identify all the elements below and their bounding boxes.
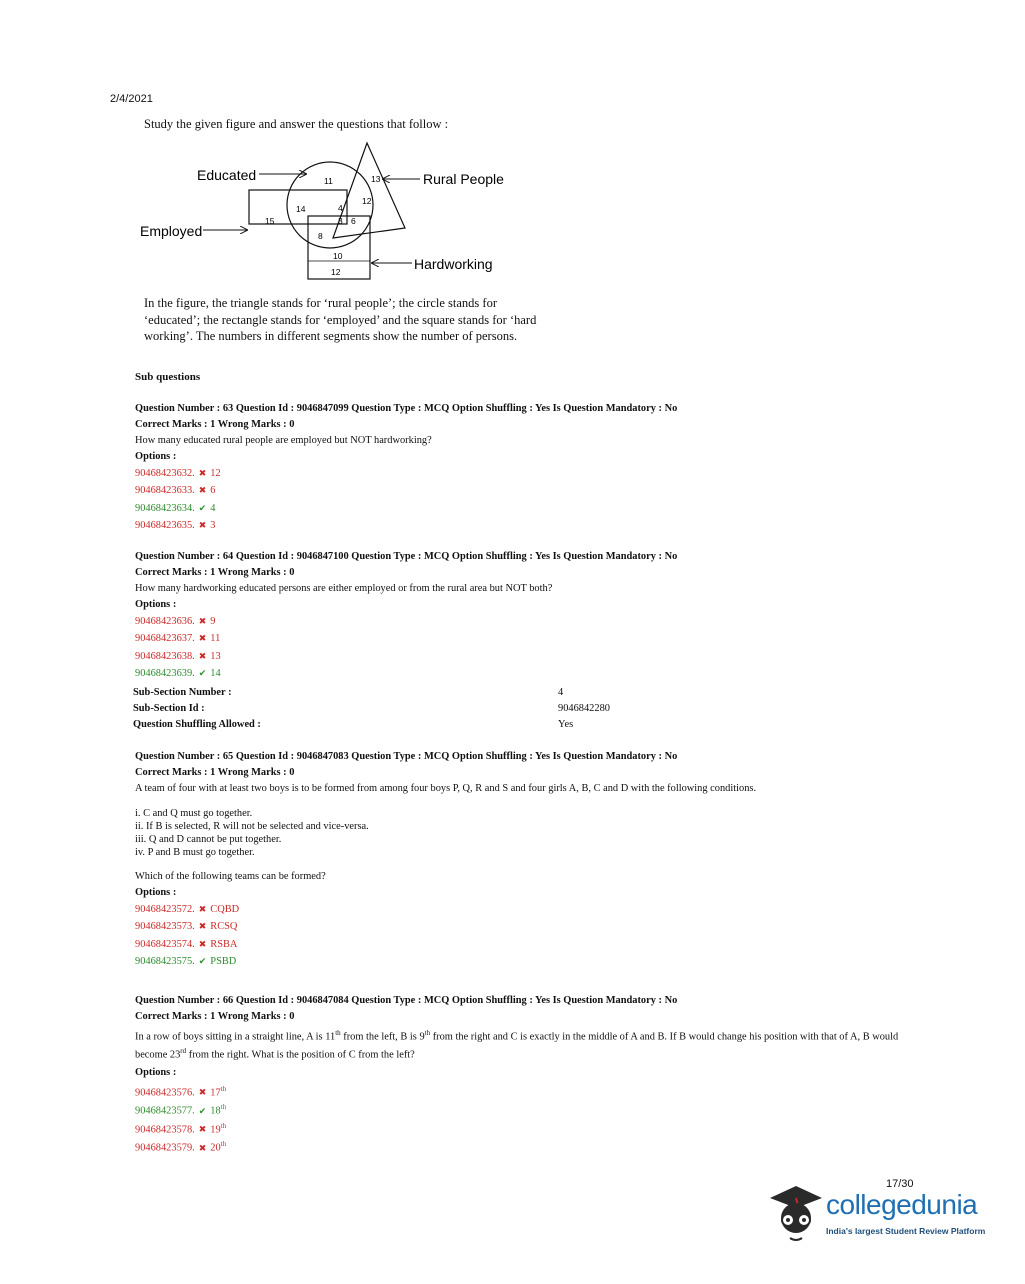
- cross-icon: ✖: [198, 1124, 207, 1135]
- condition-item: i. C and Q must go together.: [135, 808, 253, 819]
- page-number: 17/30: [886, 1178, 914, 1190]
- subsection-number-value: 4: [558, 687, 564, 698]
- option-correct: 90468423577. ✔ 18th: [135, 1103, 227, 1117]
- question-text: How many educated rural people are employed but NOT hardworking?: [135, 435, 432, 446]
- question-header: Question Number : 64 Question Id : 9046847100 Question Type : MCQ Option Shuffling : Yes Is Question Mandatory : No: [135, 551, 678, 562]
- check-icon: ✔: [198, 955, 207, 966]
- segment-number: 12: [362, 196, 372, 206]
- segment-number: 10: [333, 251, 343, 261]
- shuffling-label: Question Shuffling Allowed :: [133, 719, 261, 730]
- option: 90468423636. ✖ 9: [135, 616, 216, 627]
- segment-number: 14: [296, 204, 306, 214]
- check-icon: ✔: [198, 667, 207, 678]
- label-hardworking: Hardworking: [414, 256, 493, 272]
- shuffling-value: Yes: [558, 719, 574, 730]
- condition-item: iv. P and B must go together.: [135, 847, 255, 858]
- label-rural: Rural People: [423, 171, 504, 187]
- question-66: [135, 993, 905, 1155]
- cross-icon: ✖: [198, 519, 207, 530]
- segment-number: 13: [371, 174, 381, 184]
- question-marks: Correct Marks : 1 Wrong Marks : 0: [135, 767, 295, 778]
- cross-icon: ✖: [198, 938, 207, 949]
- question-marks: Correct Marks : 1 Wrong Marks : 0: [135, 419, 295, 430]
- subsection-id-value: 9046842280: [558, 703, 610, 714]
- collegedunia-mascot-icon: [766, 1180, 826, 1246]
- subsection-id-label: Sub-Section Id :: [133, 703, 205, 714]
- cross-icon: ✖: [198, 485, 207, 496]
- question-63: [135, 401, 915, 534]
- conditions-list: [135, 807, 915, 859]
- segment-number: 3: [338, 216, 343, 226]
- question-marks: Correct Marks : 1 Wrong Marks : 0: [135, 1011, 295, 1022]
- venn-figure: [135, 140, 535, 288]
- option: 90468423573. ✖ RCSQ: [135, 921, 238, 933]
- cross-icon: ✖: [198, 468, 207, 478]
- cross-icon: ✖: [198, 904, 207, 914]
- option: 90468423637. ✖ 11: [135, 633, 221, 645]
- question-65: [135, 749, 915, 970]
- question-text: Which of the following teams can be formed?: [135, 871, 326, 882]
- option: 90468423638. ✖ 13: [135, 650, 221, 662]
- label-educated: Educated: [197, 167, 257, 183]
- option: 90468423574. ✖ RSBA: [135, 938, 238, 950]
- question-text: In a row of boys sitting in a straight line, A is 11th from the left, B is 9th from the right and C is exactly in the middle of A and B. If B would change his position with that of A, B would become 23rd from the right. What is the position of C from the left?: [135, 1029, 899, 1061]
- options-label: Options :: [135, 1066, 177, 1078]
- segment-number: 12: [331, 267, 341, 277]
- segment-number: 4: [338, 203, 343, 213]
- options-label: Options :: [135, 451, 177, 462]
- sub-questions-heading: Sub questions: [135, 371, 201, 383]
- segment-number: 11: [324, 176, 333, 186]
- option: 90468423572. ✖ CQBD: [135, 904, 240, 915]
- question-marks: Correct Marks : 1 Wrong Marks : 0: [135, 567, 295, 578]
- cross-icon: ✖: [198, 1087, 207, 1098]
- check-icon: ✔: [198, 502, 207, 513]
- brand-tagline: India's largest Student Review Platform: [826, 1226, 986, 1236]
- question-text: A team of four with at least two boys is to be formed from among four boys P, Q, R and S and four girls A, B, C and D with the following conditions.: [135, 783, 757, 794]
- options-label: Options :: [135, 599, 177, 610]
- question-header: Question Number : 63 Question Id : 9046847099 Question Type : MCQ Option Shuffling : Yes Is Question Mandatory : No: [135, 403, 678, 414]
- label-employed: Employed: [140, 223, 203, 239]
- question-header: Question Number : 65 Question Id : 9046847083 Question Type : MCQ Option Shuffling : Yes Is Question Mandatory : No: [135, 751, 678, 762]
- question-header: Question Number : 66 Question Id : 9046847084 Question Type : MCQ Option Shuffling : Yes Is Question Mandatory : No: [135, 995, 678, 1006]
- check-icon: ✔: [198, 1105, 207, 1116]
- option-correct: 90468423634. ✔ 4: [135, 502, 216, 514]
- option-correct: 90468423575. ✔ PSBD: [135, 955, 237, 967]
- segment-number: 15: [265, 216, 275, 226]
- question-text: How many hardworking educated persons are either employed or from the rural area but NOT both?: [135, 583, 553, 594]
- option: 90468423578. ✖ 19th: [135, 1121, 227, 1136]
- option: 90468423579. ✖ 20th: [135, 1140, 227, 1154]
- question-64: [135, 549, 915, 682]
- subsection-number-label: Sub-Section Number :: [133, 687, 232, 698]
- condition-item: ii. If B is selected, R will not be selected and vice-versa.: [135, 821, 369, 832]
- cross-icon: ✖: [198, 616, 207, 626]
- cross-icon: ✖: [198, 650, 207, 661]
- segment-number: 6: [351, 216, 356, 226]
- brand-name: collegedunia: [826, 1189, 978, 1220]
- option: 90468423576. ✖ 17th: [135, 1084, 227, 1099]
- cross-icon: ✖: [198, 921, 207, 932]
- print-date: 2/4/2021: [110, 93, 153, 105]
- option: 90468423632. ✖ 12: [135, 468, 221, 479]
- segment-number: 8: [318, 231, 323, 241]
- cross-icon: ✖: [198, 1142, 207, 1153]
- figure-caption: In the figure, the triangle stands for ‘rural people’; the circle stands for ‘educated’; the rectangle stands for ‘employed’ and the square stands for ‘hard working’. The numbers in different segments show the number of persons.: [144, 296, 537, 343]
- option-correct: 90468423639. ✔ 14: [135, 667, 221, 679]
- subsection-info: [133, 685, 633, 733]
- cross-icon: ✖: [198, 633, 207, 644]
- option: 90468423633. ✖ 6: [135, 485, 216, 497]
- option: 90468423635. ✖ 3: [135, 519, 216, 531]
- condition-item: iii. Q and D cannot be put together.: [135, 834, 282, 845]
- intro-text: Study the given figure and answer the questions that follow :: [144, 117, 449, 131]
- options-label: Options :: [135, 887, 177, 898]
